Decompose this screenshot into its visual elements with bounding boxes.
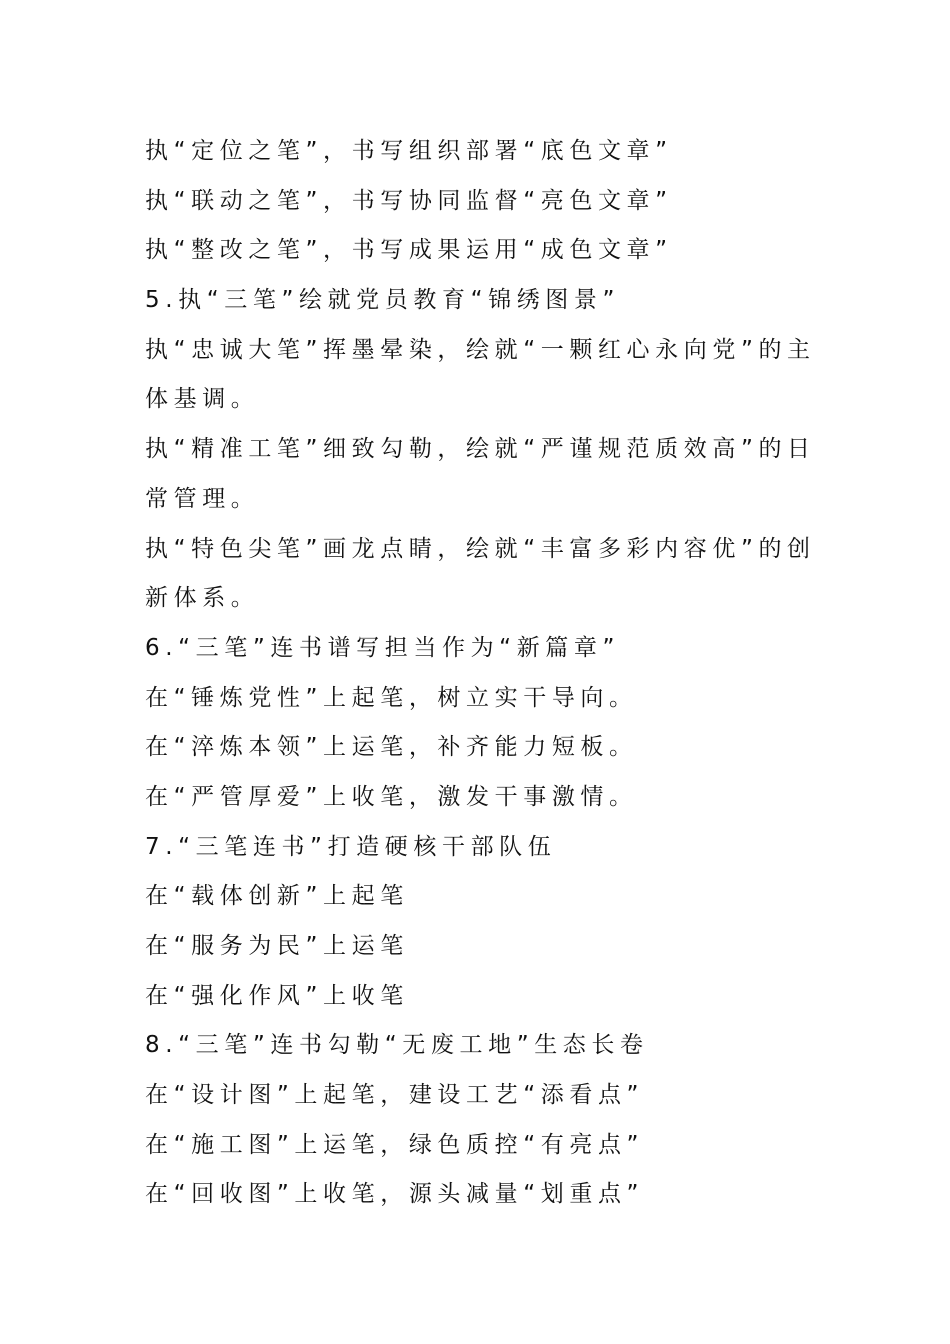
text-line: 执“定位之笔”，书写组织部署“底色文章” <box>145 138 673 164</box>
text-line: 在“淬炼本领”上运笔，补齐能力短板。 <box>145 734 638 761</box>
text-line: 体基调。 <box>145 386 260 413</box>
text-line: 在“严管厚爱”上收笔，激发干事激情。 <box>145 783 638 810</box>
text-line: 执“整改之笔”，书写成果运用“成色文章” <box>145 237 673 264</box>
text-line: 执“特色尖笔”画龙点睛，绘就“丰富多彩内容优”的创 <box>145 535 816 562</box>
text-line: 在“载体创新”上起笔 <box>145 883 409 910</box>
text-line: 执“忠诚大笔”挥墨晕染，绘就“一颗红心永向党”的主 <box>145 336 816 363</box>
text-line: 新体系。 <box>145 585 260 612</box>
section-heading: 8.“三笔”连书勾勒“无废工地”生态长卷 <box>145 1032 649 1059</box>
section-heading: 5.执“三笔”绘就党员教育“锦绣图景” <box>145 287 621 314</box>
text-line: 在“服务为民”上运笔 <box>145 933 409 959</box>
text-line: 执“精准工笔”细致勾勒，绘就“严谨规范质效高”的日 <box>145 436 816 463</box>
section-heading: 7.“三笔连书”打造硬核干部队伍 <box>145 833 557 860</box>
text-line: 在“施工图”上运笔，绿色质控“有亮点” <box>145 1131 645 1158</box>
text-line: 在“设计图”上起笔，建设工艺“添看点” <box>145 1082 645 1109</box>
document-body <box>145 127 815 1220</box>
section-heading: 6.“三笔”连书谱写担当作为“新篇章” <box>145 634 621 661</box>
text-line: 执“联动之笔”，书写协同监督“亮色文章” <box>145 187 673 214</box>
text-line: 在“强化作风”上收笔 <box>145 982 409 1009</box>
text-line: 在“锤炼党性”上起笔，树立实干导向。 <box>145 684 638 711</box>
text-line: 在“回收图”上收笔，源头减量“划重点” <box>145 1181 645 1208</box>
text-line: 常管理。 <box>145 485 260 512</box>
